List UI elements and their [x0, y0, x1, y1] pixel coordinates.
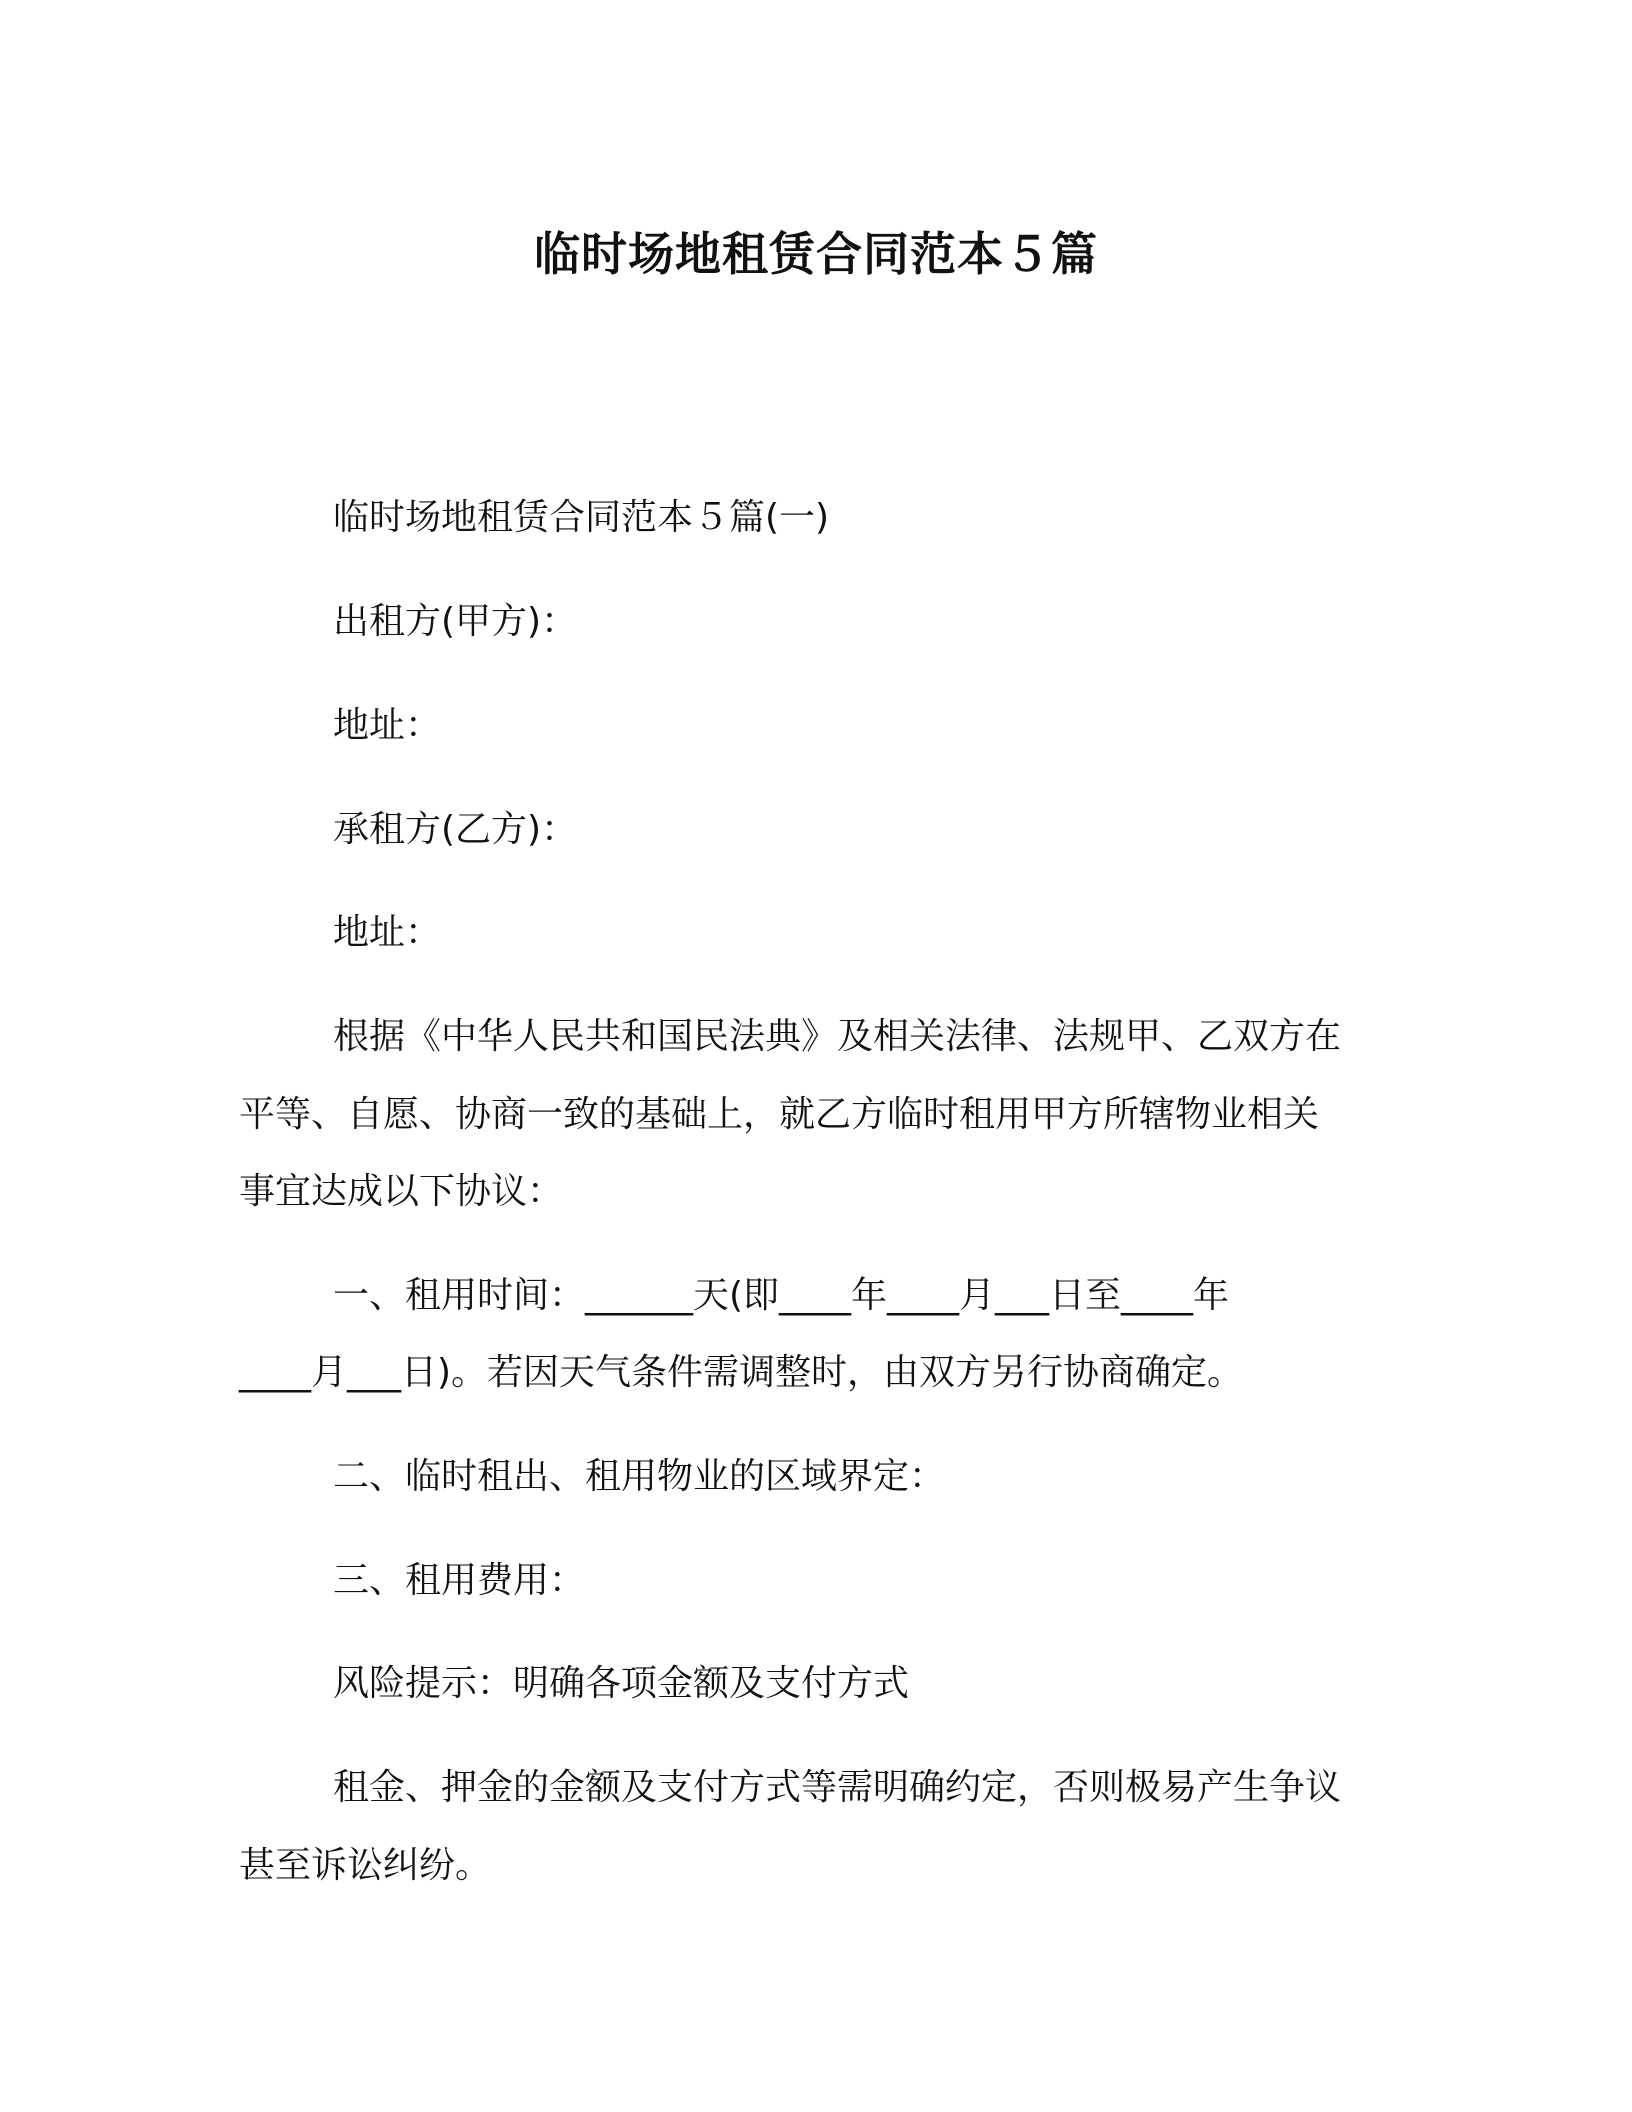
clause-2: 二、临时租出、租用物业的区域界定： — [333, 1456, 946, 1497]
risk-body-line-2: 甚至诉讼纠纷。 — [239, 1845, 492, 1886]
preamble-line-1: 根据《中华人民共和国民法典》及相关法律、法规甲、乙双方在 — [333, 1016, 1342, 1057]
lessor-label: 出租方(甲方)： — [333, 601, 578, 642]
clause-1-line-1: 一、租用时间：______天(即____年____月___日至____年 — [333, 1275, 1230, 1316]
document-title: 临时场地租赁合同范本５篇 — [534, 227, 1098, 281]
preamble-line-2: 平等、自愿、协商一致的基础上，就乙方临时租用甲方所辖物业相关 — [239, 1094, 1320, 1135]
lessor-address-label: 地址： — [333, 705, 442, 746]
risk-tip-heading: 风险提示：明确各项金额及支付方式 — [333, 1663, 910, 1704]
risk-body-line-1: 租金、押金的金额及支付方式等需明确约定，否则极易产生争议 — [333, 1767, 1342, 1808]
document-subtitle: 临时场地租赁合同范本５篇(一) — [333, 497, 830, 538]
lessee-label: 承租方(乙方)： — [333, 809, 578, 850]
clause-1-line-2: ____月___日)。若因天气条件需调整时，由双方另行协商确定。 — [239, 1352, 1244, 1393]
lessee-address-label: 地址： — [333, 912, 442, 953]
clause-3: 三、租用费用： — [333, 1560, 586, 1601]
preamble-line-3: 事宜达成以下协议： — [239, 1171, 564, 1212]
